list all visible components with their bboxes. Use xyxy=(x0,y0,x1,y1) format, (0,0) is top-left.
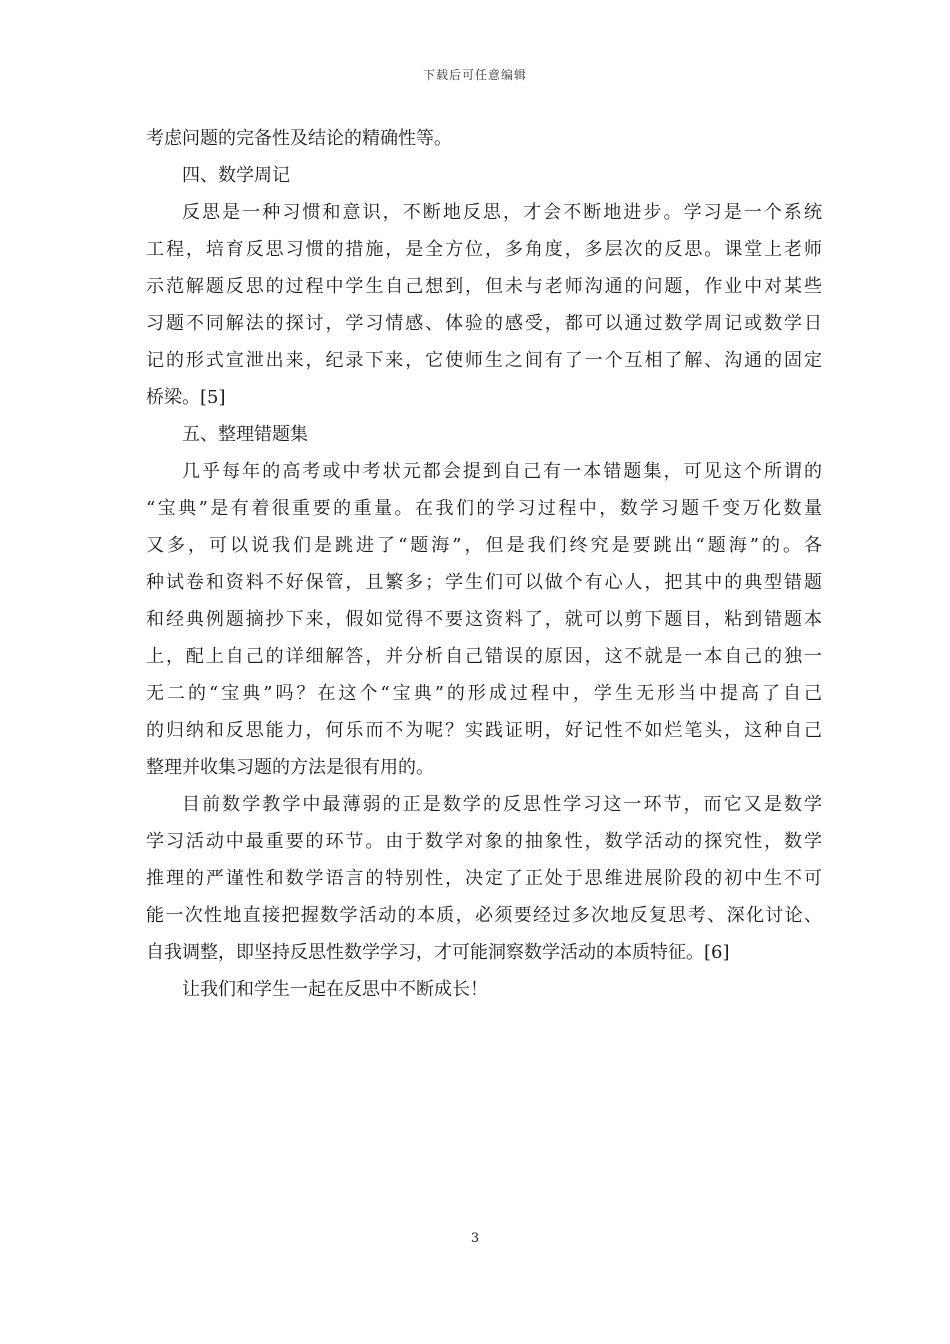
paragraph-line: 种试卷和资料不好保管，且繁多；学生们可以做个有心人，把其中的典型错题 xyxy=(146,572,822,593)
paragraph-line: 的归纳和反思能力，何乐而不为呢？实践证明，好记性不如烂笔头，这种自己 xyxy=(146,720,822,741)
paragraph-line: 工程，培育反思习惯的措施，是全方位，多角度，多层次的反思。课堂上老师 xyxy=(146,239,822,260)
closing-line: 让我们和学生一起在反思中不断成长！ xyxy=(182,979,488,1000)
page-header: 下载后可任意编辑 xyxy=(422,68,527,82)
paragraph-line: 桥梁。[5] xyxy=(146,387,226,408)
paragraph-line: 又多，可以说我们是跳进了“题海”，但是我们终究是要跳出“题海”的。各 xyxy=(146,535,822,556)
document-body xyxy=(146,120,822,1008)
section-heading-error-collection: 五、整理错题集 xyxy=(182,424,308,445)
paragraph-line: 几乎每年的高考或中考状元都会提到自己有一本错题集，可见这个所谓的 xyxy=(182,461,822,482)
paragraph-line: 无二的“宝典”吗？在这个“宝典”的形成过程中，学生无形当中提高了自己 xyxy=(146,683,822,704)
paragraph-line: 和经典例题摘抄下来，假如觉得不要这资料了，就可以剪下题目，粘到错题本 xyxy=(146,609,822,630)
paragraph-line: 上，配上自己的详细解答，并分析自己错误的原因，这不就是一本自己的独一 xyxy=(146,646,822,667)
paragraph-line: 整理并收集习题的方法是很有用的。 xyxy=(146,757,434,778)
paragraph-line: 能一次性地直接把握数学活动的本质，必须要经过多次地反复思考、深化讨论、 xyxy=(146,905,822,926)
paragraph-line: 习题不同解法的探讨，学习情感、体验的感受，都可以通过数学周记或数学日 xyxy=(146,313,822,334)
paragraph-line: 学习活动中最重要的环节。由于数学对象的抽象性，数学活动的探究性，数学 xyxy=(146,831,822,852)
page-number: 3 xyxy=(470,1231,480,1246)
paragraph-line: 考虑问题的完备性及结论的精确性等。 xyxy=(146,128,452,149)
paragraph-line: 反思是一种习惯和意识，不断地反思，才会不断地进步。学习是一个系统 xyxy=(182,202,822,223)
paragraph-line: 自我调整，即坚持反思性数学学习，才可能洞察数学活动的本质特征。[6] xyxy=(146,942,730,963)
paragraph-line: 记的形式宣泄出来，纪录下来，它使师生之间有了一个互相了解、沟通的固定 xyxy=(146,350,822,371)
paragraph-line: 推理的严谨性和数学语言的特别性，决定了正处于思维进展阶段的初中生不可 xyxy=(146,868,822,889)
section-heading-weekly-journal: 四、数学周记 xyxy=(182,165,290,186)
paragraph-line: 示范解题反思的过程中学生自己想到，但未与老师沟通的问题，作业中对某些 xyxy=(146,276,822,297)
paragraph-line: “宝典”是有着很重要的重量。在我们的学习过程中，数学习题千变万化数量 xyxy=(146,498,822,519)
paragraph-line: 目前数学教学中最薄弱的正是数学的反思性学习这一环节，而它又是数学 xyxy=(182,794,822,815)
